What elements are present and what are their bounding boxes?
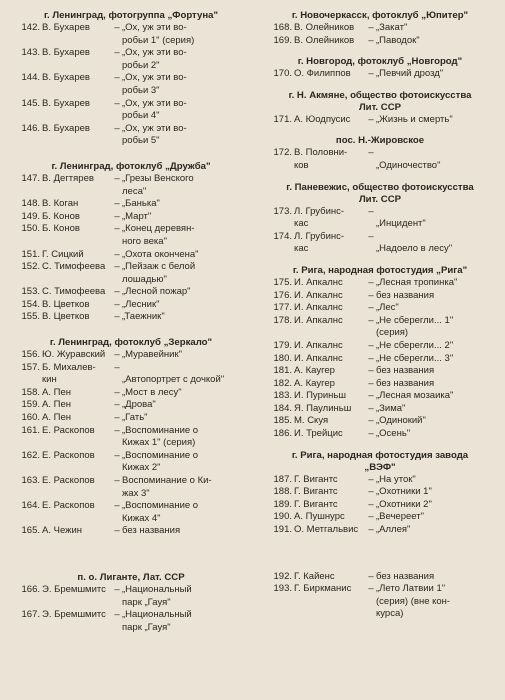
entry-author: Б. Конов [42, 210, 80, 222]
section-heading: г. Новгород, фотоклуб „Новгород" [297, 56, 463, 68]
section-spacer [264, 537, 496, 571]
entry-dash: – [368, 302, 374, 314]
entry-dash: – [368, 428, 374, 440]
entry-dash: – [368, 486, 374, 498]
entry-list [264, 571, 496, 621]
entry-num: 182. [273, 377, 292, 389]
entry-author: В. Олейников [294, 34, 355, 46]
entry-title: „Лес" [376, 302, 399, 314]
entry-title: „Надоело в лесу" [376, 243, 453, 255]
list-item [12, 261, 250, 286]
entry-title: „Ох, уж эти во- робьи 1" (серия) [122, 22, 195, 46]
entry-num: 149. [21, 210, 40, 222]
entry-num: 174. [273, 230, 292, 242]
entry-title: „Инцидент" [376, 218, 426, 230]
list-item [12, 525, 250, 538]
section-heading: г. Новочеркасск, фотоклуб „Юпитер" [291, 10, 469, 21]
entry-num: 142. [21, 22, 40, 33]
entry-dash: – [368, 583, 374, 595]
entry-dash: – [114, 248, 120, 260]
list-item [264, 68, 496, 81]
entry-title: „Таежник" [122, 311, 165, 323]
entry-dash: – [114, 424, 120, 436]
entry-title: „Мост в лесу" [122, 386, 182, 398]
entry-author: А. Пен [42, 386, 71, 398]
entry-dash: – [114, 609, 120, 621]
entry-title: „Не сберегли... 3" [376, 352, 454, 364]
entry-dash: – [114, 361, 120, 373]
entry-author: А. Каугер [294, 365, 335, 377]
entry-author: А. Каугер [294, 377, 335, 389]
entry-num: 192. [273, 570, 292, 582]
list-item [12, 475, 250, 500]
entry-author: В. Бухарев [42, 72, 90, 84]
list-item [264, 114, 496, 127]
list-item [264, 315, 496, 340]
entry-num: 179. [273, 339, 292, 351]
section-heading: г. Ленинград, фотоклуб „Дружба" [51, 160, 211, 172]
entry-author: Е. Раскопов [42, 424, 95, 436]
entry-title: „Одиночество" [376, 159, 441, 171]
entry-dash: – [368, 339, 374, 351]
entry-dash: – [368, 147, 374, 159]
section-spacer [264, 441, 496, 450]
entry-author: С. Тимофеева [42, 261, 106, 273]
list-item [264, 231, 496, 256]
list-item [12, 198, 250, 211]
section-spacer [264, 47, 496, 56]
entry-num: 150. [21, 223, 40, 235]
entry-title: „Национальный парк „Гауя" [122, 583, 192, 608]
section-heading: г. Н. Акмяне, общество фотоискусства Лит. ССР [288, 89, 472, 113]
entry-list [264, 206, 496, 256]
entry-author: И. Апкалнс [294, 314, 343, 326]
list-item [12, 173, 250, 198]
entry-title: без названия [376, 289, 435, 301]
entry-num: 167. [21, 609, 40, 621]
entry-dash: – [114, 412, 120, 424]
entry-dash: – [114, 349, 120, 361]
entry-title: „Ох, уж эти во- робьи 3" [122, 72, 187, 96]
entry-title: „Лесная мозаика" [376, 390, 454, 402]
entry-title: „Охотники 1" [376, 486, 432, 498]
entry-list [12, 173, 250, 324]
list-item [12, 584, 250, 609]
entry-title: „Осень" [376, 428, 411, 440]
list-item [264, 511, 496, 524]
list-item [12, 500, 250, 525]
list-item [12, 223, 250, 248]
entry-num: 152. [21, 261, 40, 273]
section-heading: г. Рига, народная фотостудия „Рига" [292, 264, 468, 276]
entry-num: 146. [21, 122, 40, 134]
entry-num: 156. [21, 349, 40, 361]
section-spacer [264, 126, 496, 135]
list-item [12, 387, 250, 400]
entry-title: „Зима" [376, 402, 406, 414]
list-item [264, 302, 496, 315]
entry-author: А. Чежин [42, 525, 83, 537]
entry-author: В. Бухарев [42, 122, 90, 134]
entry-title: „Певчий дрозд" [376, 68, 444, 80]
entry-author: В. Бухарев [42, 47, 90, 59]
entry-author: Э. Бремшмитс [42, 609, 106, 621]
entry-author: Л. Грубинс- кас [294, 205, 345, 230]
list-item [264, 403, 496, 416]
entry-author: Я. Паулиньш [294, 402, 352, 414]
section-heading: п. о. Лиганте, Лат. ССР [77, 571, 185, 583]
entry-author: М. Скуя [294, 415, 329, 427]
entry-dash: – [368, 314, 374, 326]
entry-num: 176. [273, 289, 292, 301]
entry-dash: – [368, 352, 374, 364]
entry-dash: – [114, 210, 120, 222]
entry-title: „Ох, уж эти во- робьи 4" [122, 97, 187, 122]
list-item [12, 425, 250, 450]
list-item [12, 349, 250, 362]
entry-author: А. Пен [42, 412, 71, 424]
entry-num: 181. [273, 365, 292, 377]
entry-author: Е. Раскопов [42, 475, 95, 486]
section-spacer [12, 538, 250, 572]
entry-dash: – [114, 72, 120, 84]
entry-num: 160. [21, 412, 40, 424]
entry-author: И. Апкалнс [294, 339, 343, 351]
entry-num: 186. [273, 428, 292, 440]
entry-num: 185. [273, 415, 292, 427]
entry-num: 162. [21, 449, 40, 461]
entry-num: 161. [21, 424, 40, 436]
entry-num: 151. [21, 248, 40, 260]
entry-num: 183. [273, 390, 292, 402]
entry-title: „Паводок" [376, 34, 420, 46]
entry-list [12, 349, 250, 538]
section-heading: г. Ленинград, фотоклуб „Зеркало" [49, 337, 213, 349]
entry-dash: – [368, 68, 374, 80]
entry-dash: – [114, 22, 120, 33]
entry-author: И. Пуриньш [294, 390, 346, 402]
entry-dash: – [114, 97, 120, 109]
entry-num: 190. [273, 511, 292, 523]
entry-author: Е. Раскопов [42, 449, 95, 461]
entry-num: 168. [273, 22, 292, 33]
entry-num: 143. [21, 47, 40, 59]
entry-dash: – [368, 205, 374, 217]
entry-num: 155. [21, 311, 40, 323]
entry-title: „Муравейник" [122, 349, 183, 361]
section-spacer [264, 256, 496, 265]
entry-num: 177. [273, 302, 292, 314]
entry-author: В. Олейников [294, 22, 355, 33]
entry-author: Г. Кайенс [294, 570, 335, 582]
entry-num: 157. [21, 361, 40, 373]
entry-title: „Вечереет" [376, 511, 424, 523]
entry-title: „Не сберегли... 2" [376, 339, 454, 351]
entry-num: 184. [273, 402, 292, 414]
entry-title: „Дрова" [122, 399, 156, 411]
list-item [12, 47, 250, 72]
entry-title: „Ох, уж эти во- робьи 2" [122, 47, 187, 71]
entry-title: „Охотники 2" [376, 498, 432, 510]
entry-list [264, 114, 496, 127]
list-item [12, 22, 250, 47]
entry-author: А. Пен [42, 399, 71, 411]
entry-num: 154. [21, 298, 40, 310]
entry-dash: – [114, 298, 120, 310]
entry-num: 188. [273, 486, 292, 498]
entry-dash: – [114, 47, 120, 59]
list-item [264, 390, 496, 403]
entry-num: 159. [21, 399, 40, 411]
section-spacer [264, 81, 496, 90]
entry-author: В. Дегтярев [42, 172, 94, 184]
list-item [12, 399, 250, 412]
entry-num: 172. [273, 147, 292, 159]
section-spacer [264, 173, 496, 182]
entry-list [264, 22, 496, 47]
entry-dash: – [368, 511, 374, 523]
entry-dash: – [368, 402, 374, 414]
list-item [12, 211, 250, 224]
entry-title: „Воспоминание о Кижах 2" [122, 449, 199, 474]
entry-list [12, 22, 250, 148]
entry-num: 148. [21, 198, 40, 210]
list-item [264, 474, 496, 487]
entry-title: „Грезы Венского леса" [122, 172, 194, 197]
list-item [264, 147, 496, 172]
entry-dash: – [368, 473, 374, 485]
entry-num: 171. [273, 113, 292, 125]
entry-dash: – [114, 172, 120, 184]
list-item [12, 450, 250, 475]
entry-dash: – [368, 34, 374, 46]
entry-dash: – [368, 22, 374, 33]
entry-author: О. Метгальвис [294, 524, 359, 536]
list-item [264, 290, 496, 303]
entry-title: „Жизнь и смерть" [376, 113, 453, 125]
entry-author: Г. Сицкий [42, 248, 84, 260]
entry-author: А. Пушнурс [294, 511, 345, 523]
list-item [264, 583, 496, 621]
entry-num: 158. [21, 386, 40, 398]
section-heading: г. Ленинград, фотогруппа „Фортуна" [43, 10, 219, 21]
entry-title: „Национальный парк „Гауя" [122, 609, 192, 633]
entry-title: „Конец деревян- ного века" [122, 223, 195, 247]
entry-dash: – [114, 198, 120, 210]
entry-num: 153. [21, 286, 40, 298]
list-item [264, 499, 496, 512]
list-item [12, 609, 250, 634]
list-item [264, 277, 496, 290]
entry-dash: – [368, 570, 374, 582]
entry-list [264, 474, 496, 537]
section-spacer [12, 324, 250, 337]
entry-num: 169. [273, 34, 292, 46]
entry-dash: – [114, 583, 120, 595]
section-heading: г. Паневежис, общество фотоискусства Лит. ССР [286, 181, 474, 205]
entry-dash: – [368, 230, 374, 242]
entry-dash: – [114, 122, 120, 134]
entry-author: Б. Конов [42, 223, 80, 235]
entry-list [12, 584, 250, 634]
list-item [12, 249, 250, 262]
entry-title: „Гать" [122, 412, 148, 424]
entry-num: 166. [21, 583, 40, 595]
entry-dash: – [114, 261, 120, 273]
entry-author: Е. Раскопов [42, 500, 95, 512]
entry-author: В. Половни- ков [294, 147, 348, 171]
entry-title: „Банька" [122, 198, 160, 210]
list-item [12, 311, 250, 324]
entry-num: 193. [273, 583, 292, 595]
entry-title: без названия [376, 570, 435, 582]
list-item [264, 428, 496, 441]
entry-dash: – [114, 286, 120, 298]
entry-author: Г. Биркманис [294, 583, 352, 595]
entry-title: „Ох, уж эти во- робьи 5" [122, 122, 187, 147]
list-item [12, 299, 250, 312]
entry-title: „Автопортрет с дочкой" [122, 374, 225, 386]
list-item [264, 415, 496, 428]
entry-dash: – [114, 399, 120, 411]
entry-author: И. Апкалнс [294, 289, 343, 301]
entry-author: И. Трейцис [294, 428, 343, 440]
list-item [264, 486, 496, 499]
list-item [12, 72, 250, 97]
entry-title: Воспоминание о Ки- жах 3" [122, 475, 212, 499]
entry-title: „Лесник" [122, 298, 160, 310]
entry-dash: – [368, 365, 374, 377]
entry-num: 178. [273, 314, 292, 326]
entry-author: И. Апкалнс [294, 352, 343, 364]
list-item [264, 340, 496, 353]
entry-num: 147. [21, 172, 40, 184]
entry-dash: – [114, 449, 120, 461]
left-column [12, 10, 250, 634]
entry-author: А. Юодпусис [294, 113, 351, 125]
entry-num: 164. [21, 500, 40, 512]
entry-list [264, 277, 496, 441]
entry-num: 180. [273, 352, 292, 364]
list-item [264, 35, 496, 48]
entry-author: Ю. Журавский [42, 349, 106, 361]
entry-num: 170. [273, 68, 292, 80]
entry-dash: – [114, 223, 120, 235]
list-item [264, 353, 496, 366]
list-item [264, 524, 496, 537]
entry-dash: – [368, 524, 374, 536]
list-item [12, 412, 250, 425]
entry-num: 173. [273, 205, 292, 217]
entry-num: 165. [21, 525, 40, 537]
entry-author: В. Цветков [42, 311, 90, 323]
entry-num: 144. [21, 72, 40, 84]
entry-author: И. Апкалнс [294, 276, 343, 288]
list-item [264, 365, 496, 378]
entry-author: В. Бухарев [42, 22, 90, 33]
entry-dash: – [368, 276, 374, 288]
entry-title: „Аллея" [376, 524, 411, 536]
entry-author: В. Коган [42, 198, 79, 210]
entry-title: „На уток" [376, 473, 416, 485]
entry-author: В. Бухарев [42, 97, 90, 109]
entry-author: Г. Вигантс [294, 473, 338, 485]
entry-author: В. Цветков [42, 298, 90, 310]
entry-list [264, 68, 496, 81]
entry-dash: – [368, 289, 374, 301]
entry-dash: – [368, 415, 374, 427]
entry-title: „Одинокий" [376, 415, 426, 427]
entry-author: Г. Вигантс [294, 486, 338, 498]
entry-title: „Лесная тропинка" [376, 276, 458, 288]
entry-author: Г. Вигантс [294, 498, 338, 510]
entry-title: „Пейзаж с белой лошадью" [122, 261, 196, 285]
entry-num: 187. [273, 473, 292, 485]
entry-title: без названия [376, 377, 435, 389]
list-item [12, 98, 250, 123]
list-item [264, 22, 496, 35]
section-heading: г. Рига, народная фотостудия завода „ВЭФ" [291, 449, 469, 473]
entry-dash: – [368, 377, 374, 389]
entry-dash: – [114, 525, 120, 537]
entry-author: Л. Грубинс- кас [294, 230, 345, 255]
entry-dash: – [368, 113, 374, 125]
entry-num: 145. [21, 97, 40, 109]
entry-num: 175. [273, 276, 292, 288]
section-spacer [12, 148, 250, 161]
entry-dash: – [114, 500, 120, 512]
entry-title: без названия [376, 365, 435, 377]
entry-num: 189. [273, 498, 292, 510]
section-heading: пос. Н.-Жировское [335, 135, 425, 147]
entry-author: И. Апкалнс [294, 302, 343, 314]
right-column [264, 10, 496, 621]
entry-title: „Лето Латвии 1" (серия) (вне кон- курса) [376, 583, 451, 620]
entry-num: 163. [21, 475, 40, 486]
list-item [264, 378, 496, 391]
entry-title: без названия [122, 525, 181, 537]
entry-title: „Не сберегли... 1" (серия) [376, 314, 454, 339]
entry-author: О. Филиппов [294, 68, 351, 80]
entry-title: „Воспоминание о Кижах 4" [122, 500, 199, 524]
entry-title: „Лесной пожар" [122, 286, 191, 298]
list-item [12, 286, 250, 299]
entry-dash: – [114, 311, 120, 323]
entry-list [264, 147, 496, 172]
list-item [12, 362, 250, 387]
entry-dash: – [114, 475, 120, 486]
entry-title: „Закат" [376, 22, 408, 33]
entry-author: С. Тимофеева [42, 286, 106, 298]
entry-author: Б. Михалев- кин [42, 361, 96, 386]
entry-author: Э. Бремшмитс [42, 583, 106, 595]
list-item [264, 206, 496, 231]
entry-dash: – [114, 386, 120, 398]
entry-dash: – [368, 390, 374, 402]
list-item [12, 123, 250, 148]
entry-dash: – [368, 498, 374, 510]
entry-title: „Март" [122, 210, 152, 222]
entry-title: „Охота оконченa" [122, 248, 199, 260]
list-item [264, 571, 496, 584]
entry-num: 191. [273, 524, 292, 536]
entry-title: „Воспоминание о Кижах 1" (серия) [122, 424, 199, 449]
